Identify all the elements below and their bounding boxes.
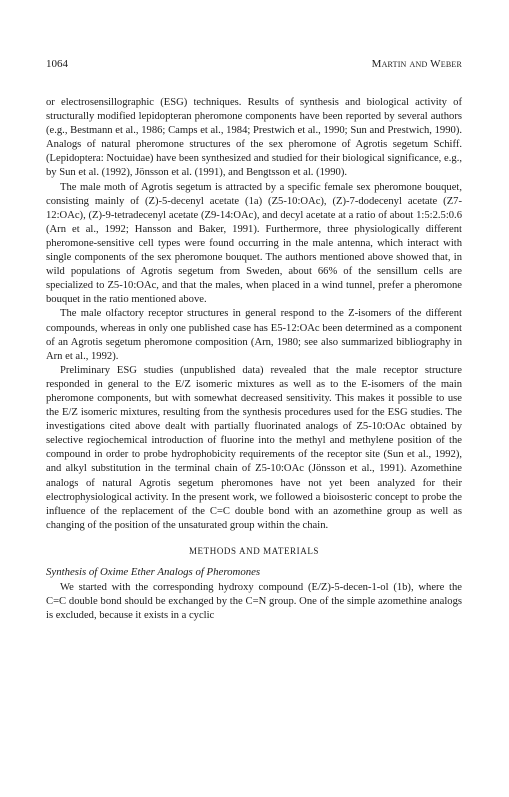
paragraph-methods-start: We started with the corresponding hydroxy compound (E/Z)-5-decen-1-ol (1b), where the C=C double bond should be exchanged by the C=N group. One of the simple azomethine analogs is excluded, because it exists in a cyclic bbox=[46, 581, 462, 622]
body-text bbox=[46, 96, 462, 623]
running-title: Martin and Weber bbox=[371, 58, 462, 70]
section-heading-methods: METHODS AND MATERIALS bbox=[188, 545, 320, 556]
page-number: 1064 bbox=[46, 58, 68, 70]
page-header bbox=[46, 58, 462, 74]
subsection-heading-synthesis: Synthesis of Oxime Ether Analogs of Pheromones bbox=[46, 565, 261, 578]
paragraph-male-moth: The male moth of Agrotis segetum is attracted by a specific female sex pheromone bouquet, consisting mainly of (Z)-5-decenyl acetate (1a) (Z5-10:OAc), (Z)-7-dodecenyl acetate (Z7-12:OAc), (Z)-9-tetradecenyl acetate (Z9-14:OAc), and decyl acetate at a ratio of about 1:5:2.5:0.6 (Arn et al., 1992; Hansson and Baker, 1991). Furthermore, three physiologically different pheromone-sensitive cell types were found occurring in the male antenna, which interact with single components of the sex pheromone bouquet. The authors mentioned above showed that, in wild populations of Agrotis segetum from Sweden, about 66% of the sensillum cells are specialized to Z5-10:OAc, and that the males, when placed in a wind tunnel, prefer a pheromone bouquet in the ratio mentioned above. bbox=[46, 181, 462, 306]
paragraph-esg-studies: Preliminary ESG studies (unpublished data) revealed that the male receptor structure responded in general to the E/Z isomeric mixtures as well as to the E-isomers of the main pheromone components, but with somewhat decreased sensitivity. This makes it possible to use the E/Z isomeric mixtures, resulting from the synthesis procedures used for the ESG studies. The investigations cited above dealt with partially fluorinated analogs of Z5-10:OAc obtained by selective regiochemical introduction of fluorine into the methyl and methylene position of the compound in order to probe hydrophobicity requirements of the receptor site (Sun et al., 1992), and alkyl substitution in the terminal chain of Z5-10:OAc (Jönsson et al., 1991). Azomethine analogs of natural Agrotis segetum pheromones have not yet been analyzed for their electrophysiological activity. In the present work, we followed a bioisosteric concept to probe the influence of the replacement of the C=C double bond with an azomethine group as well as changing of the position of the unsaturated group within the chain. bbox=[46, 364, 462, 531]
paragraph-intro-continued: or electrosensillographic (ESG) techniques. Results of synthesis and biological activity of structurally modified lepidopteran pheromone components have been reported by several authors (e.g., Bestmann et al., 1986; Camps et al., 1984; Prestwich et al., 1990; Sun and Prestwich, 1990). Analogs of natural pheromone structures of the sex pheromone of Agrotis segetum Schiff. (Lepidoptera: Noctuidae) have been synthesized and studied for their biological significance, e.g., by Sun et al. (1992), Jönsson et al. (1991), and Bengtsson et al. (1990). bbox=[46, 97, 462, 179]
paper-page bbox=[46, 58, 462, 623]
paragraph-olfactory-receptors: The male olfactory receptor structures in general respond to the Z-isomers of the different compounds, whereas in only one published case has E5-12:OAc been determined as a component of an Agrotis segetum pheromone composition (Arn, 1980; see also summarized bibliography in Arn et al., 1992). bbox=[46, 308, 462, 362]
